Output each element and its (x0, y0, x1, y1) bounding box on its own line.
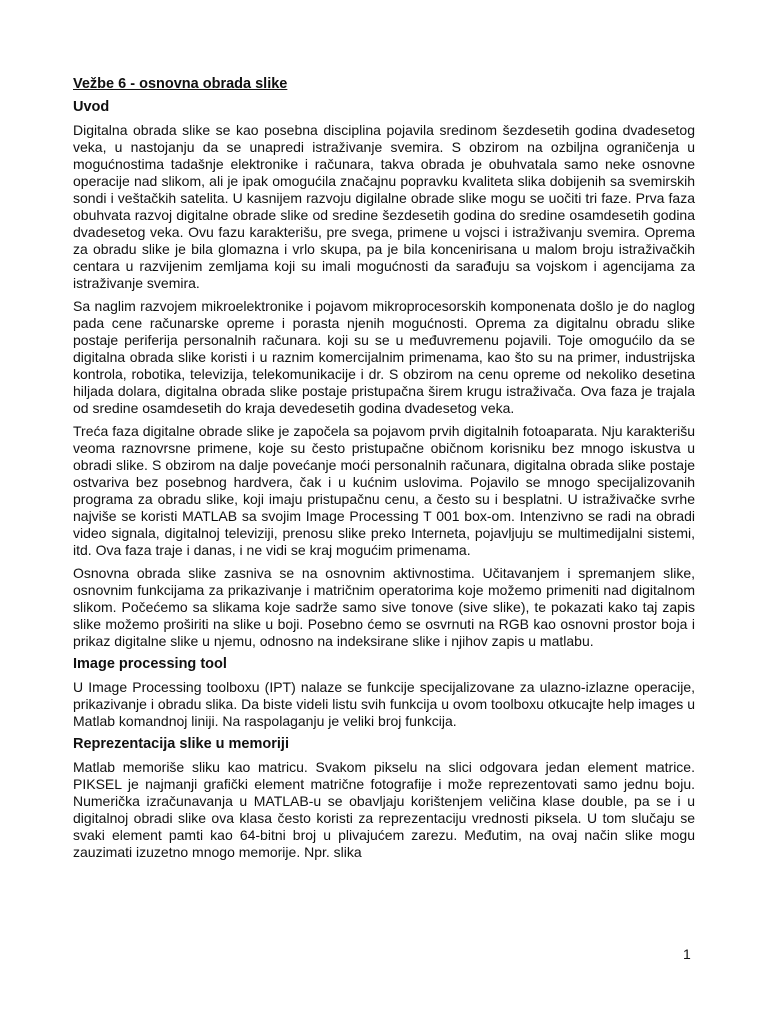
paragraph: Sa naglim razvojem mikroelektronike i pojavom mikroprocesorskih komponenata došlo je do naglog pada cene računarske opreme i porasta njenih mogućnosti. Oprema za digitalnu obradu slike postaje periferija personalnih računara. koji su se u međuvremenu pojavili. Toje omogućilo da se digitalna obrada slike koristi i u raznim komercijalnim primenama, kao što su na primer, industrijska kontrola, robotika, televizija, telekomunikacije i dr. S obzirom na cenu opreme od nekoliko desetina hiljada dolara, digitalna obrada slike postaje pristupačna širem krugu istraživača. Ova faza je trajala od sredine osamdesetih do kraja devedesetih godina dvadesetog veka. (73, 298, 695, 416)
section-heading-image-processing-tool: Image processing tool (73, 656, 227, 672)
paragraph: Matlab memoriše sliku kao matricu. Svakom pikselu na slici odgovara jedan element matrice. PIKSEL je najmanji grafički element matrične fotografije i može reprezentovati samo jednu boju. Numerička izračunavanja u MATLAB-u se obavljaju korištenjem veličina klase double, pa se i u digitalnoj obradi slike ova klasa često koristi za reprezentaciju vrednosti piksela. U tom slučaju se svaki element pamti kao 64-bitni broj u plivajućem zarezu. Međutim, na ovaj način slike mogu zauzimati izuzetno mnogo memorije. Npr. slika (73, 759, 695, 860)
paragraph: Digitalna obrada slike se kao posebna disciplina pojavila sredinom šezdesetih godina dvadesetog veka, u nastojanju da se unapredi istraživanje svemira. S obzirom na ozbiljna ograničenja u mogućnostima tadašnje elektronike i računara, takva obrada je obuhvatala samo neke osnovne operacije nad slikom, ali je ipak omogućila značajnu popravku kvaliteta slika dobijenih sa svemirskih sondi i veštačkih satelita. U kasnijem razvoju digilalne obrade slike mogu se uočiti tri faze. Prva faza obuhvata razvoj digitalne obrade slike od sredine šezdesetih godina do sredine osamdesetih godina dvadesetog veka. Ovu fazu karakterišu, pre svega, primene u vojsci i istraživanju svemira. Oprema za obradu slike je bila glomazna i vrlo skupa, pa je bila koncenirisana u malom broju istraživačkih centara u razvijenim zemljama koji su imali mogućnosti da sarađuju sa vojskom i agencijama za istraživanje svemira. (73, 122, 695, 291)
paragraph: Treća faza digitalne obrade slike je započela sa pojavom prvih digitalnih fotoaparata. Nju karakterišu veoma raznovrsne primene, koje su često pristupačne običnom korisniku bez mnogo iskustva u obradi slike. S obzirom na dalje povećanje moći personalnih računara, digitalna obrada slike postaje ostvariva bez posebnog hardvera, čak i u kućnim uslovima. Pojavilo se mnogo specijalizovanih programa za obradu slike, koji imaju pristupačnu cenu, a često su i besplatni. U istraživačke svrhe najviše se koristi MATLAB sa svojim Image Processing T 001 box-om. Intenzivno se radi na obradi video signala, digitalnoj televiziji, prenosu slike preko Interneta, pojavljuju se multimedijalni sistemi, itd. Ova faza traje i danas, i ne vidi se kraj mogućim primenama. (73, 423, 695, 558)
document-title: Vežbe 6 - osnovna obrada slike (73, 76, 288, 92)
page-number: 1 (683, 946, 691, 962)
section-heading-reprezentacija: Reprezentacija slike u memoriji (73, 736, 289, 752)
section-heading-uvod: Uvod (73, 99, 110, 115)
document-body (73, 76, 695, 867)
paragraph: Osnovna obrada slike zasniva se na osnovnim aktivnostima. Učitavanjem i spremanjem slike, osnovnim funkcijama za prikazivanje i matričnim operatorima koje možemo primeniti nad digitalnom slikom. Počećemo sa slikama koje sadrže samo sive tonove (sive slike), te pokazati kako taj zapis slike možemo proširiti na slike u boji. Posebno ćemo se osvrnuti na RGB kao osnovni prostor boja i prikaz digitalne slike u njemu, odnosno na indeksirane slike i njihov zapis u matlabu. (73, 565, 695, 649)
paragraph: U Image Processing toolboxu (IPT) nalaze se funkcije specijalizovane za ulazno-izlazne operacije, prikazivanje i obradu slika. Da biste videli listu svih funkcija u ovom toolboxu otkucajte help images u Matlab komandnoj liniji. Na raspolaganju je veliki broj funkcija. (73, 679, 695, 729)
